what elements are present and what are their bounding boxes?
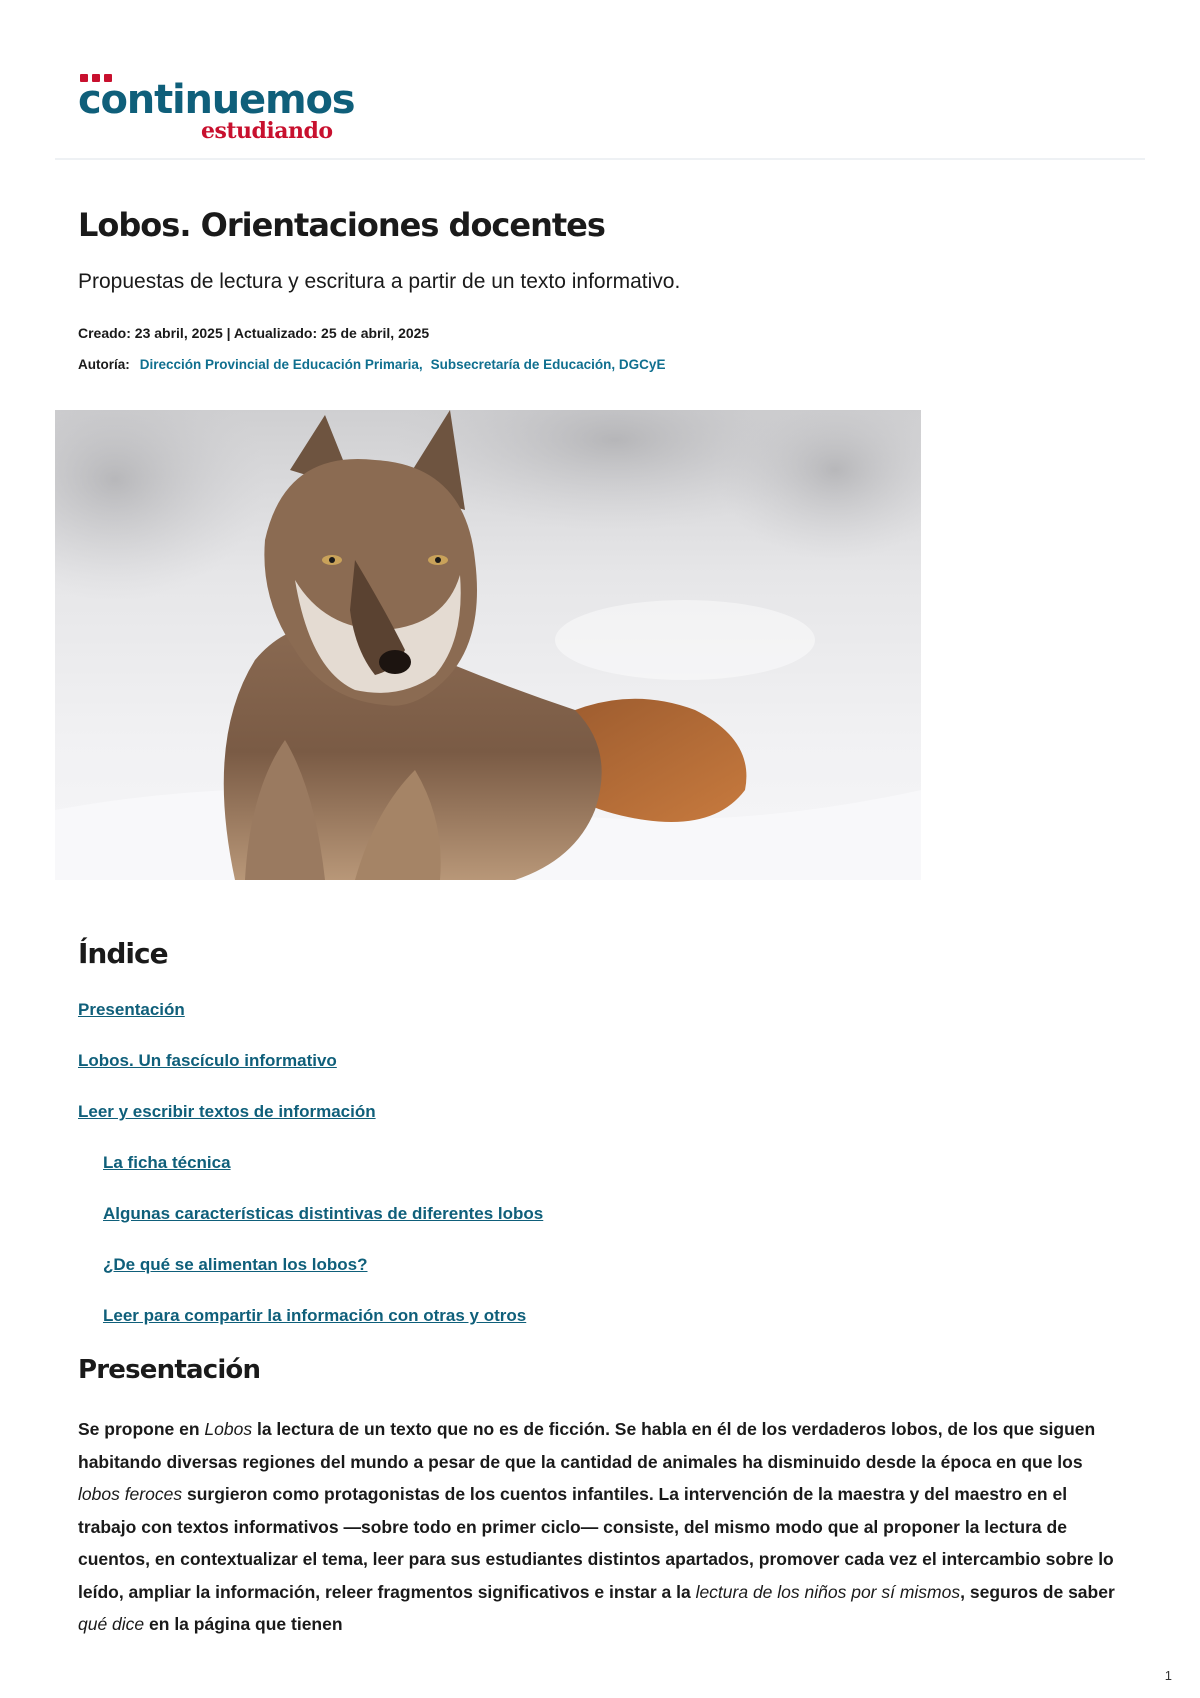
- author-link[interactable]: Dirección Provincial de Educación Primaria,: [139, 357, 423, 372]
- page-dates: Creado: 23 abril, 2025 | Actualizado: 25 de abril, 2025: [78, 325, 430, 341]
- toc-item-alimentacion[interactable]: [103, 1255, 368, 1275]
- presentacion-paragraph: Se propone en Lobos la lectura de un texto que no es de ficción. Se habla en él de los verdaderos lobos, de los que siguen habitando diversas regiones del mundo a pesar de que la cantidad de animales ha disminuido desde la época en que los lobos feroces surgieron como protagonistas de los cuentos infantiles. La intervención de la maestra y del maestro en el trabajo con textos informativos —sobre todo en primer ciclo— consiste, del mismo modo que al proponer la lectura de cuentos, en contextualizar el tema, leer para sus estudiantes distintos apartados, promover cada vez el intercambio sobre lo leído, ampliar la información, releer fragmentos significativos e instar a la lectura de los niños por sí mismos, seguros de saber qué dice en la página que tienen: [78, 1419, 1115, 1634]
- authorship: [78, 357, 665, 372]
- hero-wolf-image: [55, 410, 921, 880]
- section-title-presentacion: Presentación: [78, 1355, 261, 1385]
- toc-link[interactable]: Leer para compartir la información con otras y otros: [103, 1306, 527, 1325]
- toc-item-fasciculo[interactable]: [78, 1051, 337, 1071]
- page-title: Lobos. Orientaciones docentes: [78, 206, 605, 244]
- toc-link[interactable]: Lobos. Un fascículo informativo: [78, 1051, 337, 1070]
- page-subtitle: Propuestas de lectura y escritura a partir de un texto informativo.: [78, 270, 681, 293]
- toc-item-caracteristicas[interactable]: [103, 1204, 543, 1224]
- site-logo[interactable]: [78, 70, 378, 150]
- logo-main-text: continuemos: [78, 77, 355, 123]
- authorship-label: Autoría:: [78, 357, 130, 372]
- logo-sub-text: estudiando: [201, 118, 333, 144]
- toc-link[interactable]: Algunas características distintivas de diferentes lobos: [103, 1204, 544, 1223]
- toc-item-compartir[interactable]: [103, 1306, 526, 1326]
- header-divider: [55, 158, 1145, 160]
- toc-link[interactable]: ¿De qué se alimentan los lobos?: [103, 1255, 368, 1274]
- toc-item-leer-escribir[interactable]: [78, 1102, 376, 1122]
- author-link[interactable]: Subsecretaría de Educación, DGCyE: [430, 357, 666, 372]
- toc-link[interactable]: Presentación: [78, 1000, 185, 1019]
- toc-item-ficha-tecnica[interactable]: [103, 1153, 231, 1173]
- page-number: 1: [1164, 1668, 1172, 1683]
- index-title: Índice: [78, 937, 168, 970]
- toc-link[interactable]: La ficha técnica: [103, 1153, 231, 1172]
- toc-link[interactable]: Leer y escribir textos de información: [78, 1102, 376, 1121]
- toc-item-presentacion[interactable]: [78, 1000, 185, 1020]
